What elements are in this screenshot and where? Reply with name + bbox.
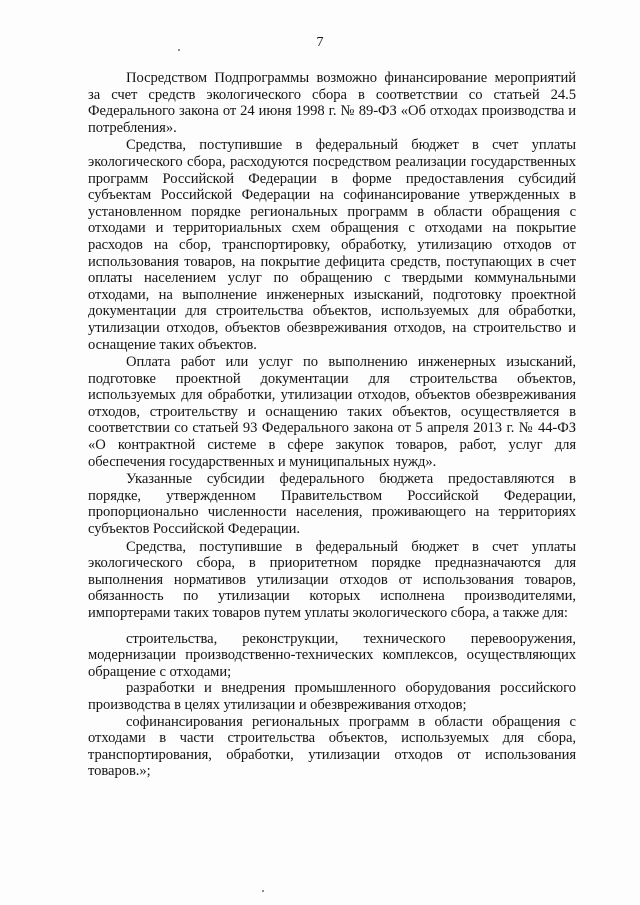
paragraph-funding-subprogram: Посредством Подпрограммы возможно финансирование мероприятий за счет средств экологического сбора в соответствии со статьей 24.5 Федерального закона от 24 июня 1998 г. № 89-ФЗ «Об отходах производства и потребления».	[88, 70, 576, 136]
paragraph-works-payment: Оплата работ или услуг по выполнению инженерных изысканий, подготовке проектной документации для строительства объектов, используемых для обработки, утилизации отходов, объектов обезвреживания отходов, строительству и оснащению таких объектов, осуществляется в соответствии со статьей 93 Федерального закона от 5 апреля 2013 г. № 44-ФЗ «О контрактной системе в сфере закупок товаров, работ, услуг для обеспечения государственных и муниципальных нужд».	[88, 354, 576, 470]
list-item-equipment: разработки и внедрения промышленного оборудования российского производства в целях утилизации и обезвреживания отходов;	[88, 680, 576, 713]
page-number: 7	[316, 35, 324, 50]
document-body	[88, 70, 576, 780]
list-item-cofinancing: софинансирования региональных программ в области обращения с отходами в части строительства объектов, используемых для сбора, транспортирования, обработки, утилизации отходов от использования товаров.»;	[88, 713, 576, 780]
list-item-construction: строительства, реконструкции, технического перевооружения, модернизации производственно-технических комплексов, осуществляющих обращение с отходами;	[88, 630, 576, 680]
scan-speck	[262, 890, 264, 892]
paragraph-eco-fee-spending: Средства, поступившие в федеральный бюджет в счет уплаты экологического сбора, расходуются посредством реализации государственных программ Российской Федерации в форме предоставления субсидий субъектам Российской Федерации на софинансирование утвержденных в установленном порядке региональных программ в области обращения с отходами и территориальных схем обращения с отходами на покрытие расходов на сбор, транспортировку, обработку, утилизацию отходов от использования товаров, на покрытие дефицита средств, поступающих в счет оплаты населением услуг по обращению с твердыми коммунальными отходами, на выполнение инженерных изысканий, подготовку проектной документации для строительства объектов, используемых для обработки, утилизации отходов, объектов обезвреживания отходов, на строительство и оснащение таких объектов.	[88, 137, 576, 353]
paragraph-subsidies-procedure: Указанные субсидии федерального бюджета предоставляются в порядке, утвержденном Правительством Российской Федерации, пропорционально численности населения, проживающего на территориях субъектов Российской Федерации.	[88, 471, 576, 538]
paragraph-priority-purposes: Средства, поступившие в федеральный бюджет в счет уплаты экологического сбора, в приоритетном порядке предназначаются для выполнения нормативов утилизации отходов от использования товаров, обязанность по утилизации которых исполнена производителями, импортерами таких товаров путем уплаты экологического сбора, а также для:	[88, 538, 576, 621]
